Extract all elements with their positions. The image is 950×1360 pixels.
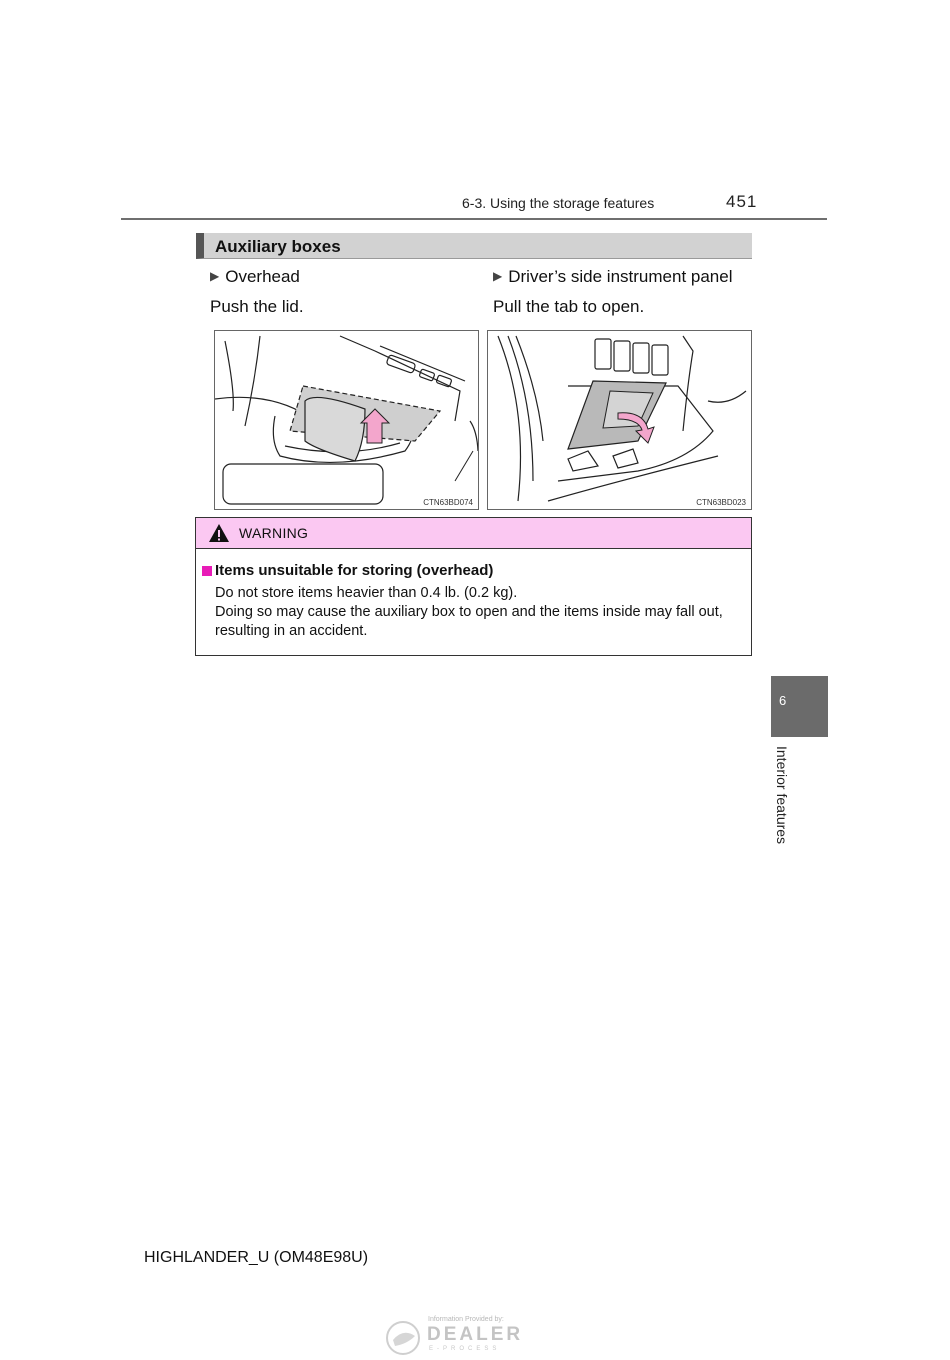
section-title: Auxiliary boxes <box>215 237 341 256</box>
watermark-small-text: Information Provided by: <box>428 1316 504 1323</box>
dealer-watermark <box>385 1314 555 1360</box>
chapter-tab[interactable] <box>771 676 828 737</box>
column-heading-text: Driver’s side instrument panel <box>508 267 733 286</box>
warning-item-title: Items unsuitable for storing (overhead) <box>215 562 494 579</box>
warning-item-body <box>215 584 745 641</box>
figure-code: CTN63BD023 <box>696 498 746 507</box>
warning-header <box>196 518 751 549</box>
chapter-tab-label: Interior features <box>774 746 790 845</box>
footer-model-code: HIGHLANDER_U (OM48E98U) <box>144 1249 369 1266</box>
column-heading-driver-panel <box>493 267 732 287</box>
warning-line: Doing so may cause the auxiliary box to open and the items inside may fall out, resulting in an accident. <box>215 604 723 639</box>
figure-code: CTN63BD074 <box>423 498 473 507</box>
column-heading-overhead <box>210 267 300 287</box>
dealer-logo-icon <box>385 1318 425 1358</box>
section-heading-bar <box>196 233 752 259</box>
watermark-sub-text: E-PROCESS <box>429 1346 501 1352</box>
header-rule <box>121 218 827 220</box>
figure-driver-panel-box <box>487 330 752 510</box>
warning-triangle-icon <box>208 523 230 543</box>
page-number: 451 <box>726 192 758 211</box>
magenta-square-bullet-icon <box>202 566 212 576</box>
overhead-illustration <box>215 331 478 509</box>
triangle-bullet-icon: ▶ <box>210 269 220 283</box>
driver-panel-illustration <box>488 331 751 509</box>
running-header-section: 6-3. Using the storage features <box>462 195 655 211</box>
warning-label: WARNING <box>239 525 309 541</box>
instruction-driver-panel: Pull the tab to open. <box>493 297 645 316</box>
warning-box <box>195 517 752 656</box>
instruction-overhead: Push the lid. <box>210 297 304 316</box>
warning-line: Do not store items heavier than 0.4 lb. (0.2 kg). <box>215 585 518 601</box>
chapter-tab-label-wrap <box>768 746 798 856</box>
figure-overhead-box <box>214 330 479 510</box>
chapter-tab-number: 6 <box>779 693 787 708</box>
column-heading-text: Overhead <box>225 267 300 286</box>
watermark-brand-text: DEALER <box>427 1324 524 1345</box>
triangle-bullet-icon: ▶ <box>493 269 503 283</box>
